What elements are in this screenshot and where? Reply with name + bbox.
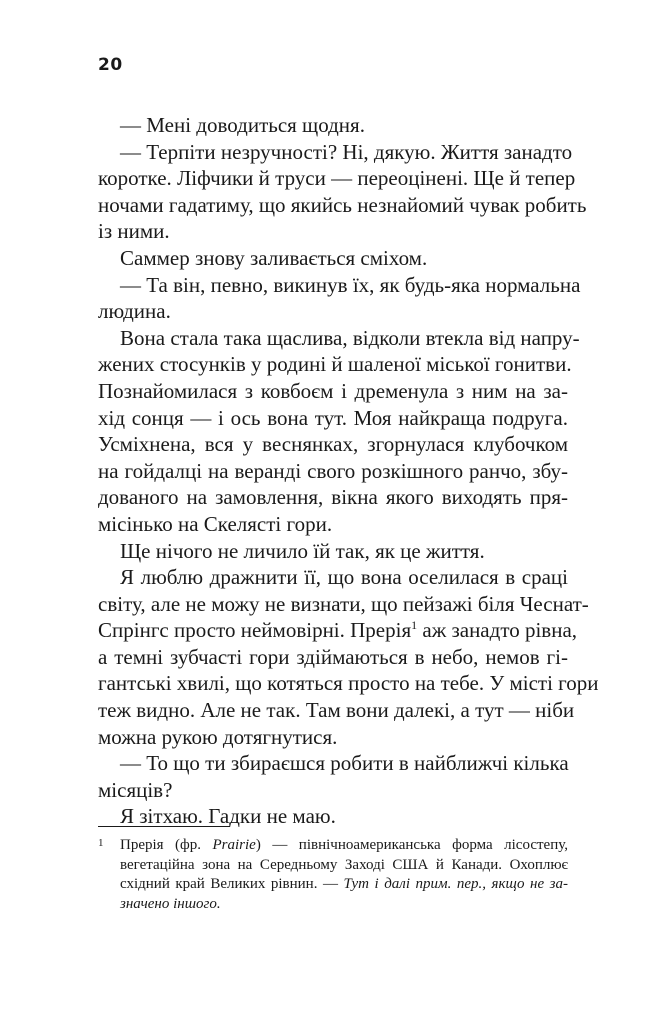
text-line: дованого на замовлення, вікна якого виходять пря- <box>98 485 568 510</box>
footnote-marker: 1 <box>411 618 418 633</box>
text-fragment: східний край Великих рівнин. — <box>120 876 338 893</box>
text-line: Вона стала така щаслива, відколи втекла від напру- <box>120 325 580 350</box>
body-text <box>98 112 599 830</box>
text-line: Ще нічого не личило їй так, як це життя. <box>120 538 485 563</box>
text-fragment-italic: Тут і далі прим. пер., якщо не за- <box>343 876 569 893</box>
text-line: коротке. Ліфчики й труси — переоцінені. Ще й тепер <box>98 166 576 191</box>
text-line: можна рукою дотягнутися. <box>98 724 338 749</box>
text-fragment: аж занадто рівна, <box>422 618 578 643</box>
text-line: Познайомилася з ковбоєм і дременула з ним на за- <box>98 378 568 403</box>
footnote-divider <box>98 826 230 827</box>
text-line: а темні зубчасті гори здіймаються в небо, немов гі- <box>98 644 568 669</box>
text-line: жених стосунків у родині й шаленої міської гонитви. <box>98 352 572 377</box>
text-line: — Та він, певно, викинув їх, як будь-яка нормальна <box>120 272 581 297</box>
text-line: ночами гадатиму, що якийсь незнайомий чувак робить <box>98 192 587 217</box>
page-number: 20 <box>98 55 123 75</box>
footnote-number: 1 <box>98 837 104 849</box>
text-fragment: Спрінгс просто неймовірні. Прерія <box>98 618 412 643</box>
text-line: — Терпіти незручності? Ні, дякую. Життя занадто <box>120 139 573 164</box>
footnote-line <box>120 875 568 895</box>
text-line: — Мені доводиться щодня. <box>120 113 365 137</box>
footnote-body <box>120 836 568 914</box>
text-fragment-italic: Prairie <box>212 837 256 853</box>
text-line: світу, але не можу не визнати, що пейзажі біля Чеснат- <box>98 591 589 616</box>
text-line: на гойдалці на веранді свого розкішного ранчо, збу- <box>98 458 568 483</box>
text-line: людина. <box>98 299 171 324</box>
text-line: Я люблю дражнити її, що вона оселилася в сраці <box>120 565 568 590</box>
footnote-line <box>120 836 568 856</box>
text-line: місяців? <box>98 777 173 802</box>
text-fragment: ) — північноамериканська форма лісостепу, <box>255 837 568 853</box>
text-fragment: Прерія (фр. <box>120 837 202 853</box>
text-line: гантські хвилі, що котяться просто на тебе. У місті гори <box>98 671 599 696</box>
text-line: хід сонця — і ось вона тут. Моя найкраща подруга. <box>98 405 568 430</box>
text-line: — То що ти збираєшся робити в найближчі кілька <box>120 751 569 776</box>
text-line: теж видно. Але не так. Там вони далекі, а тут — ніби <box>98 698 575 723</box>
text-line: місінько на Скелясті гори. <box>98 511 333 536</box>
text-line: Я зітхаю. Гадки не маю. <box>120 804 336 829</box>
text-line: Саммер знову заливається сміхом. <box>120 245 428 270</box>
text-line <box>98 617 578 644</box>
footnote-line: вегетаційна зона на Середньому Заході США й Канади. Охоплює <box>120 856 568 873</box>
footnote-line: значено іншого. <box>120 895 221 912</box>
text-line: Усміхнена, вся у веснянках, згорнулася клубочком <box>98 432 568 457</box>
text-line: із ними. <box>98 219 170 244</box>
